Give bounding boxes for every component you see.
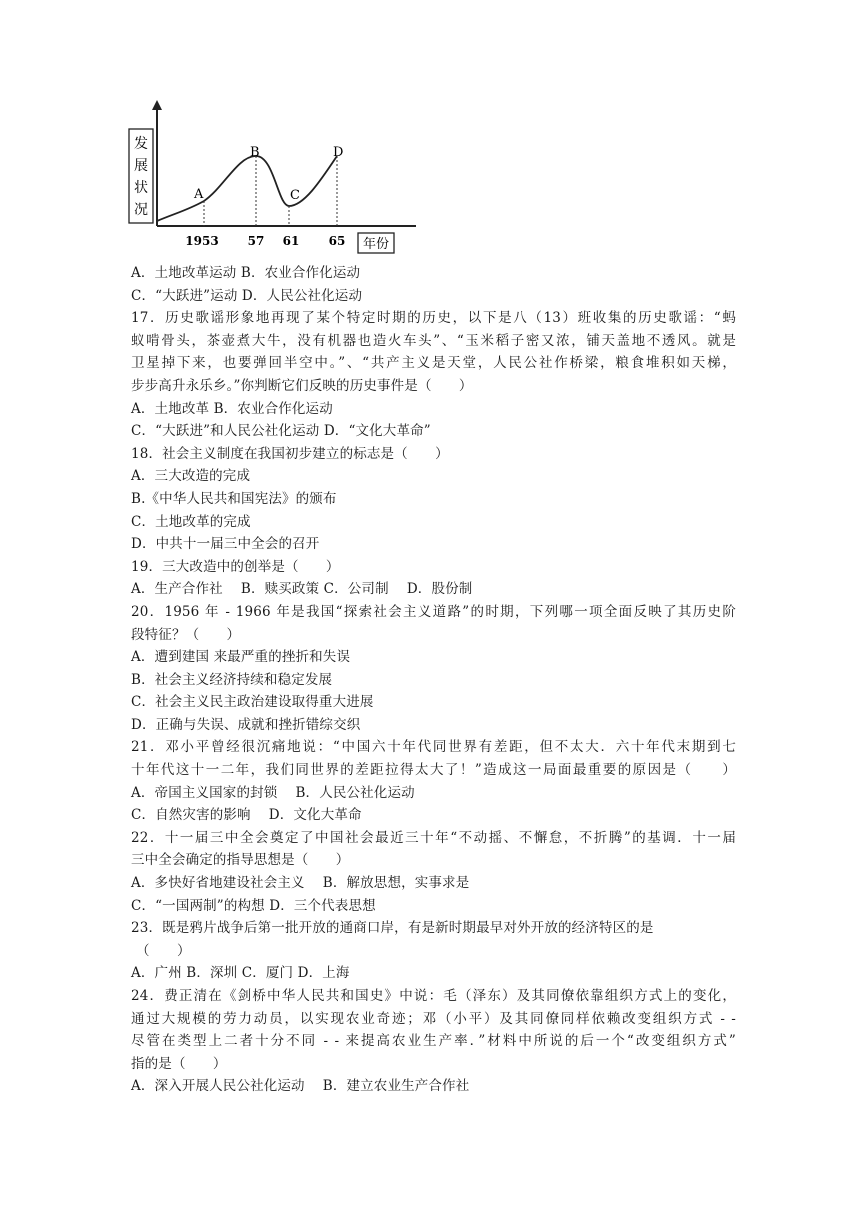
question-17-stem: 步步高升永乐乡。”你判断它们反映的历史事件是（ ） bbox=[131, 377, 473, 394]
question-23-stem: （ ） bbox=[136, 942, 191, 959]
option-line: A．土地改革 B．农业合作化运动 bbox=[131, 400, 333, 417]
option-line: A．多快好省地建设社会主义 B．解放思想，实事求是 bbox=[131, 875, 470, 892]
question-24-stem: 24．费正清在《剑桥中华人民共和国史》中说：毛（泽东）及其同僚依靠组织方式上的变化， bbox=[131, 988, 736, 1004]
y-label-char: 况 bbox=[134, 202, 148, 218]
year-tick: 57 bbox=[247, 234, 265, 248]
question-20-stem: 段特征？（ ） bbox=[131, 626, 241, 643]
point-label-c: C bbox=[290, 188, 300, 203]
option-line: A．三大改造的完成 bbox=[131, 468, 251, 485]
question-23-stem: 23．既是鸦片战争后第一批开放的通商口岸，有是新时期最早对外开放的经济特区的是 bbox=[131, 920, 654, 937]
option-line: A．土地改革运动 B．农业合作化运动 bbox=[131, 265, 361, 281]
year-tick: 61 bbox=[282, 234, 300, 248]
question-24-stem: 通过大规模的劳力动员，以实现农业奇迹；邓（小平）及其同僚同样依赖改变组织方式 - - bbox=[131, 1010, 736, 1027]
question-24-stem: 指的是（ ） bbox=[131, 1055, 227, 1072]
question-20-stem: 20．1956 年 - 1966 年是我国“探索社会主义道路”的时期，下列哪一项全面反映了其历史阶 bbox=[131, 603, 736, 620]
y-label-char: 发 bbox=[134, 136, 148, 152]
option-line: A．帝国主义国家的封锁 B．人民公社化运动 bbox=[131, 784, 415, 801]
y-label-char: 展 bbox=[134, 158, 148, 174]
option-line: B.《中华人民共和国宪法》的颁布 bbox=[131, 490, 337, 507]
question-17-stem: 蚁啃骨头，茶壶煮大牛，没有机器也造火车头”、“玉米稻子密又浓，铺天盖地不透风。就是 bbox=[131, 332, 736, 349]
option-line: C．“大跃进”运动 D．人民公社化运动 bbox=[131, 287, 363, 304]
question-22-stem: 三中全会确定的指导思想是（ ） bbox=[131, 852, 350, 869]
option-line: D．中共十一届三中全会的召开 bbox=[131, 536, 320, 553]
option-line: A．生产合作社 B．赎买政策 C．公司制 D．股份制 bbox=[131, 581, 473, 598]
question-24-stem: 尽管在类型上二者十分不同 - - 来提高农业生产率．”材料中所说的后一个“改变组织方式” bbox=[131, 1033, 736, 1050]
y-axis-arrow bbox=[152, 100, 162, 110]
option-line: A．遭到建国 来最严重的挫折和失误 bbox=[131, 649, 351, 666]
option-line: B．社会主义经济持续和稳定发展 bbox=[131, 671, 333, 688]
point-label-b: B bbox=[250, 145, 260, 160]
point-label-d: D bbox=[333, 145, 344, 160]
option-line: C．“一国两制”的构想 D．三个代表思想 bbox=[131, 897, 376, 914]
y-label-char: 状 bbox=[134, 180, 148, 196]
question-22-stem: 22．十一届三中全会奠定了中国社会最近三十年“不动摇、不懈怠，不折腾”的基调．十一届 bbox=[131, 829, 736, 846]
option-line: C．土地改革的完成 bbox=[131, 513, 251, 530]
option-line: A．深入开展人民公社化运动 B．建立农业生产合作社 bbox=[131, 1078, 470, 1095]
option-line: C．“大跃进”和人民公社化运动 D．“文化大革命” bbox=[131, 423, 431, 440]
development-chart bbox=[126, 98, 426, 260]
question-text bbox=[131, 262, 736, 1098]
year-tick: 65 bbox=[328, 234, 346, 248]
development-chart-figure bbox=[126, 98, 426, 260]
question-21-stem: 十年代这十一二年，我们同世界的差距拉得太大了！”造成这一局面最重要的原因是（ ） bbox=[131, 762, 736, 779]
development-curve bbox=[157, 156, 337, 221]
question-18-stem: 18．社会主义制度在我国初步建立的标志是（ ） bbox=[131, 445, 449, 462]
question-17-stem: 17．历史歌谣形象地再现了某个特定时期的历史，以下是八（13）班收集的历史歌谣：“蚂 bbox=[131, 310, 736, 327]
option-line: A．广州 B．深圳 C．厦门 D．上海 bbox=[131, 965, 350, 982]
option-line: C．自然灾害的影响 D．文化大革命 bbox=[131, 807, 362, 824]
option-line: C．社会主义民主政治建设取得重大进展 bbox=[131, 694, 374, 711]
x-label: 年份 bbox=[362, 237, 390, 252]
question-21-stem: 21．邓小平曾经很沉痛地说：“中国六十年代同世界有差距，但不太大．六十年代末期到七 bbox=[131, 739, 736, 756]
point-label-a: A bbox=[194, 187, 204, 202]
year-tick: 1953 bbox=[185, 234, 219, 248]
question-19-stem: 19．三大改造中的创举是（ ） bbox=[131, 558, 340, 575]
option-line: D．正确与失误、成就和挫折错综交织 bbox=[131, 716, 361, 733]
question-17-stem: 卫星掉下来，也要弹回半空中。”、“共产主义是天堂，人民公社作桥梁，粮食堆积如天梯， bbox=[131, 355, 736, 372]
